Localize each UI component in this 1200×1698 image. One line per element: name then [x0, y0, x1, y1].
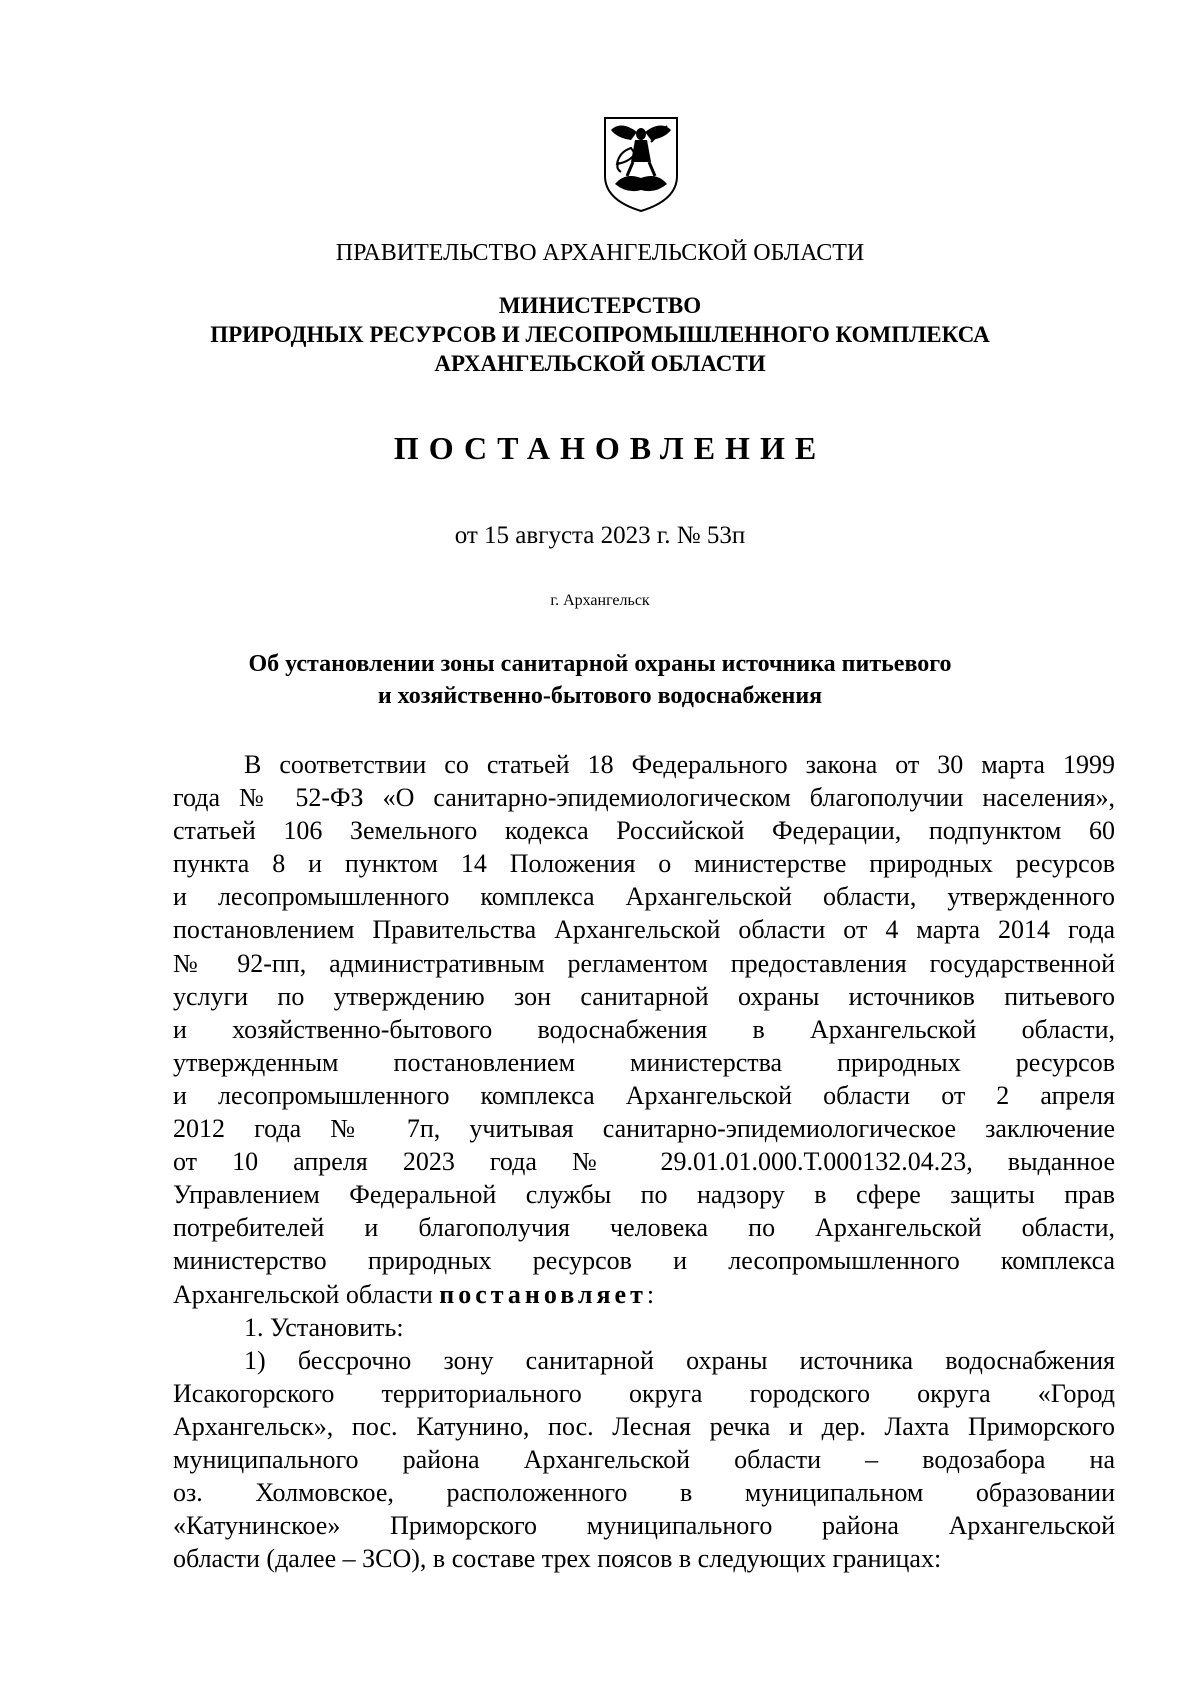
government-name: ПРАВИТЕЛЬСТВО АРХАНГЕЛЬСКОЙ ОБЛАСТИ	[335, 240, 865, 266]
ministry-line: ПРИРОДНЫХ РЕСУРСОВ И ЛЕСОПРОМЫШЛЕННОГО КОМПЛЕКСА	[210, 322, 990, 347]
item-1-1-line: области (далее – ЗСО), в составе трех поясов в следующих границах:	[173, 1544, 942, 1574]
resolves-line	[173, 1278, 1115, 1311]
item-1-1-line: муниципального района Архангельской области – водозабора на	[173, 1444, 1115, 1474]
archangel-coat-of-arms-icon	[601, 114, 681, 214]
resolves-suffix: :	[646, 1279, 655, 1309]
preamble-line: пункта 8 и пунктом 14 Положения о министерстве природных ресурсов	[173, 849, 1115, 879]
ministry-line: МИНИСТЕРСТВО	[498, 293, 702, 318]
preamble-line: услуги по утверждению зон санитарной охраны источников питьевого	[173, 981, 1115, 1011]
item-1-1-line: оз. Холмовское, расположенного в муниципальном образовании	[173, 1478, 1115, 1508]
ministry-line: АРХАНГЕЛЬСКОЙ ОБЛАСТИ	[434, 351, 766, 376]
document-subject	[0, 648, 1200, 712]
preamble-line: министерство природных ресурсов и лесопромышленного комплекса	[173, 1246, 1115, 1276]
preamble-line: потребителей и благополучия человека по Архангельской области,	[173, 1213, 1115, 1243]
resolves-prefix: Архангельской области	[173, 1279, 440, 1309]
item-1-heading: 1. Установить:	[244, 1312, 404, 1342]
preamble-line: утвержденным постановлением министерства природных ресурсов	[173, 1047, 1115, 1077]
preamble-line: и лесопромышленного комплекса Архангельской области, утвержденного	[173, 882, 1115, 912]
preamble-line: Управлением Федеральной службы по надзору в сфере защиты прав	[173, 1180, 1115, 1210]
preamble-line: и хозяйственно-бытового водоснабжения в Архангельской области,	[173, 1014, 1115, 1044]
resolves-word: постановляет	[439, 1279, 647, 1309]
item-1-1-line: «Катунинское» Приморского муниципального района Архангельской	[173, 1511, 1115, 1541]
preamble-line: статьей 106 Земельного кодекса Российской Федерации, подпунктом 60	[173, 816, 1115, 846]
preamble-line: и лесопромышленного комплекса Архангельской области от 2 апреля	[173, 1080, 1115, 1110]
document-body	[173, 748, 1115, 1575]
preamble-line: от 10 апреля 2023 года № 29.01.01.000.Т.000132.04.23, выданное	[173, 1147, 1115, 1177]
preamble-line: В соответствии со статьей 18 Федерального закона от 30 марта 1999	[244, 750, 1115, 779]
item-1-1-line: 1) бессрочно зону санитарной охраны источника водоснабжения	[244, 1345, 1115, 1375]
ministry-name	[0, 291, 1200, 378]
city-name: г. Архангельск	[550, 592, 650, 609]
item-1-1-line: Исакогорского территориального округа городского округа «Город	[173, 1378, 1115, 1408]
subject-line: и хозяйственно-бытового водоснабжения	[377, 683, 823, 709]
document-type: ПОСТАНОВЛЕНИЕ	[393, 430, 827, 466]
date-and-number: от 15 августа 2023 г. № 53п	[454, 522, 746, 549]
preamble-line: постановлением Правительства Архангельской области от 4 марта 2014 года	[173, 915, 1115, 945]
preamble-line: года № 52-ФЗ «О санитарно-эпидемиологическом благополучии населения»,	[173, 783, 1115, 813]
preamble-line: 2012 года № 7п, учитывая санитарно-эпидемиологическое заключение	[173, 1114, 1115, 1144]
subject-line: Об установлении зоны санитарной охраны источника питьевого	[248, 651, 952, 677]
item-1-1-line: Архангельск», пос. Катунино, пос. Лесная речка и дер. Лахта Приморского	[173, 1411, 1115, 1441]
preamble-line: № 92-пп, административным регламентом предоставления государственной	[173, 948, 1115, 978]
